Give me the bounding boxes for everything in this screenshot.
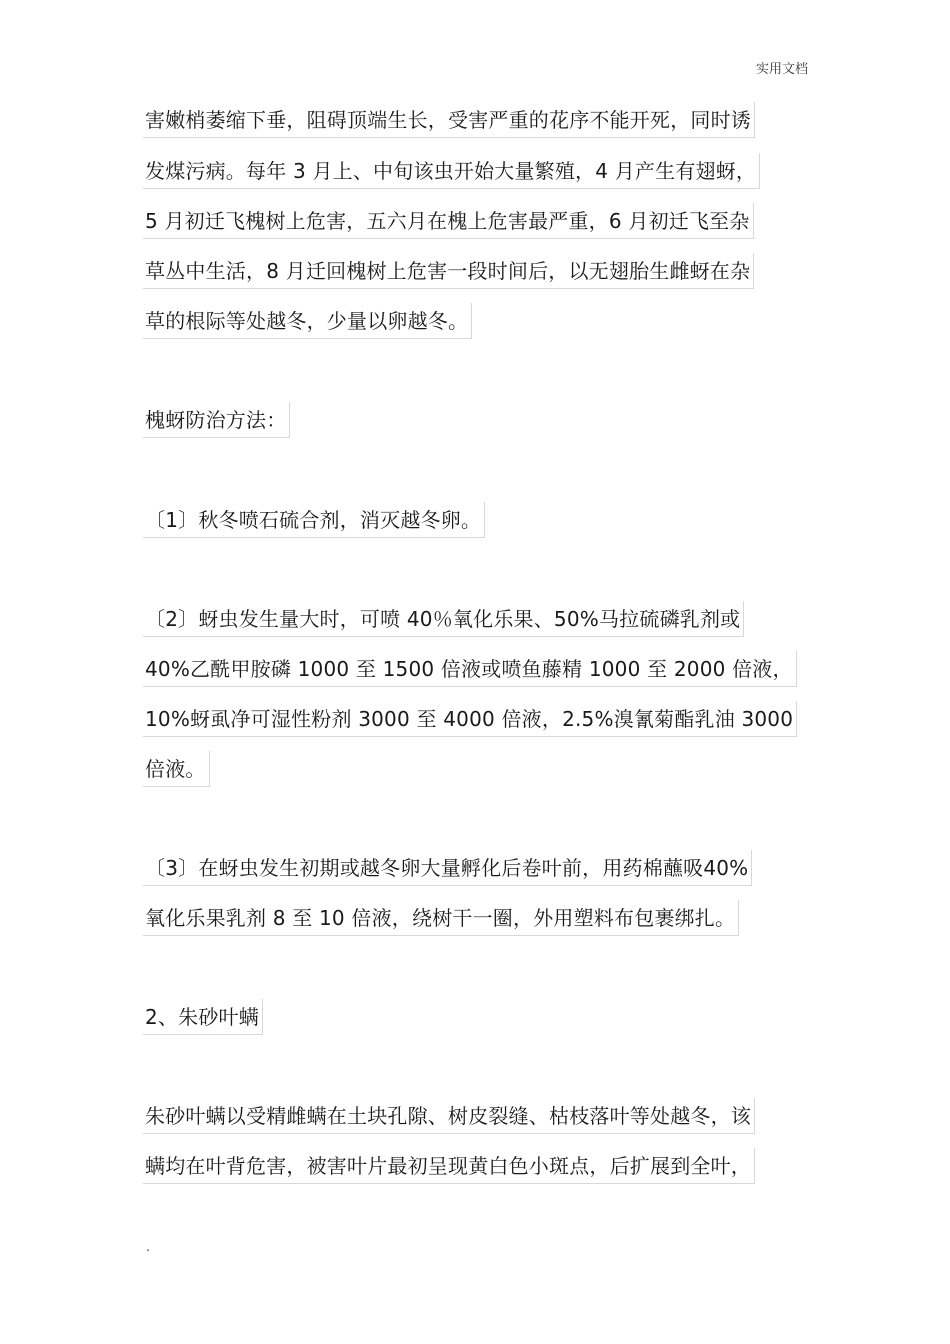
footer-mark: . [146,1240,150,1254]
mite-paragraph-line: 朱砂叶螨以受精雌螨在土块孔隙、树皮裂缝、枯枝落叶等处越冬，该 [143,1098,755,1134]
control-item-3-line: 氧化乐果乳剂 8 至 10 倍液，绕树干一圈，外用塑料布包裹绑扎。 [143,900,739,936]
paragraph-line: 草的根际等处越冬，少量以卵越冬。 [143,303,472,339]
control-item-2-line: 10%蚜虱净可湿性粉剂 3000 至 4000 倍液，2.5%溴氰菊酯乳油 3000 [143,701,797,737]
paragraph-line: 害嫩梢萎缩下垂，阻碍顶端生长，受害严重的花序不能开死，同时诱 [143,102,755,138]
paragraph-line: 发煤污病。每年 3 月上、中旬该虫开始大量繁殖，4 月产生有翅蚜， [143,153,760,189]
paragraph-line: 5 月初迁飞槐树上危害，五六月在槐上危害最严重，6 月初迁飞至杂 [143,203,754,239]
control-item-1: 〔1〕秋冬喷石硫合剂，消灭越冬卵。 [143,502,485,538]
control-item-2-line: 40%乙酰甲胺磷 1000 至 1500 倍液或喷鱼藤精 1000 至 2000 倍液， [143,651,797,687]
control-item-2-line: 〔2〕蚜虫发生量大时，可喷 40％氧化乐果、50%马拉硫磷乳剂或 [143,601,744,637]
page-header-label: 实用文档 [755,62,808,77]
mite-paragraph-line: 螨均在叶背危害，被害叶片最初呈现黄白色小斑点，后扩展到全叶， [143,1148,755,1184]
section-2-title: 2、朱砂叶螨 [143,999,263,1035]
control-methods-heading: 槐蚜防治方法： [143,402,290,438]
control-item-2-line: 倍液。 [143,751,210,787]
control-item-3-line: 〔3〕在蚜虫发生初期或越冬卵大量孵化后卷叶前，用药棉蘸吸40% [143,850,752,886]
paragraph-line: 草丛中生活，8 月迁回槐树上危害一段时间后，以无翅胎生雌蚜在杂 [143,253,754,289]
